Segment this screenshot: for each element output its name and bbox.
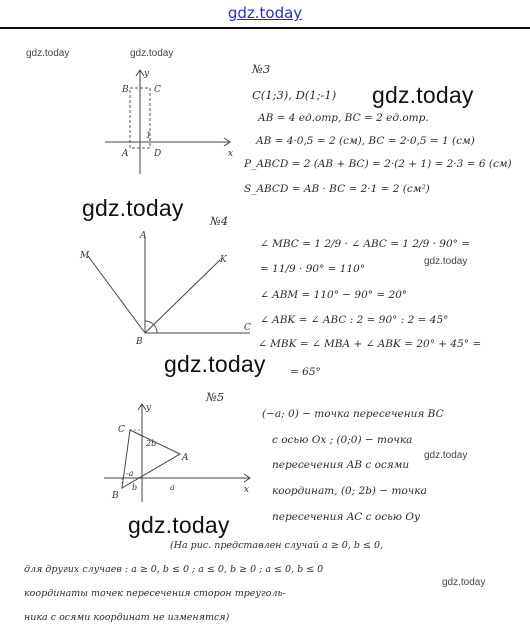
problem4-line: ∠ MBK = ∠ MBA + ∠ ABK = 20° + 45° = xyxy=(258,338,482,350)
problem5-line: координаты точек пересечения сторон треуголь- xyxy=(24,588,286,599)
watermark-big: gdz.today xyxy=(372,82,474,108)
problem5-line: с осью Ox ; (0;0) − точка xyxy=(272,434,413,446)
problem4-line: ∠ ABK = ∠ ABC : 2 = 90° : 2 = 45° xyxy=(260,314,449,326)
problem3-line: C(1;3), D(1;-1) xyxy=(252,88,337,102)
problem5-sketch xyxy=(100,398,260,508)
problem4-line: = 65° xyxy=(290,366,321,378)
header-site-link[interactable]: gdz.today xyxy=(227,4,303,22)
watermark-small: gdz.today xyxy=(424,450,468,461)
problem5-line: координат, (0; 2b) − точка xyxy=(272,485,427,497)
point-c-label: C xyxy=(244,323,251,333)
problem5-line: (На рис. представлен случай a ≥ 0, b ≤ 0, xyxy=(170,540,384,551)
point-b-label: B xyxy=(136,337,143,347)
x-label: x xyxy=(244,485,250,495)
tick-label-b: b xyxy=(132,483,138,492)
problem3-line: AB = 4·0,5 = 2 (см), BC = 2·0,5 = 1 (см) xyxy=(256,135,475,147)
problem3-number: №3 xyxy=(252,62,271,76)
watermark-big: gdz.today xyxy=(128,512,230,538)
watermark-small: gdz.today xyxy=(26,48,70,59)
y-label: y xyxy=(146,403,152,413)
problem3-line: AB = 4 ед.отр, BC = 2 ед.отр. xyxy=(258,112,429,124)
watermark-small: gdz.today xyxy=(424,256,468,267)
problem5-line: пересечения AB с осями xyxy=(272,459,410,471)
watermark-small: gdz.today xyxy=(442,577,486,588)
problem5-line: пересечения AC с осью Oy xyxy=(272,511,420,523)
point-a-label: A xyxy=(182,453,189,463)
problem3-sketch xyxy=(100,62,240,182)
problem4-line: = 11/9 · 90° = 110° xyxy=(260,263,366,275)
watermark-small: gdz.today xyxy=(130,48,174,59)
point-b-label: B xyxy=(122,85,129,95)
point-d-label: D xyxy=(154,149,162,159)
point-m-label: M xyxy=(80,251,90,261)
problem5-line: для других случаев : a ≥ 0, b ≤ 0 ; a ≤ 0, b ≥ 0 ; a ≤ 0, b ≤ 0 xyxy=(24,564,324,575)
tick-label-2b: 2b xyxy=(146,439,157,448)
problem4-sketch xyxy=(60,228,260,348)
header-divider xyxy=(0,27,530,29)
problem5-line: (−a; 0) − точка пересечения BC xyxy=(262,408,444,420)
problem4-number: №4 xyxy=(210,214,229,228)
point-c-label: C xyxy=(118,425,125,435)
problem3-line: S_ABCD = AB · BC = 2·1 = 2 (см²) xyxy=(244,183,430,195)
point-a-label: A xyxy=(122,149,129,159)
problem5-line: ника с осями координат не изменятся) xyxy=(24,612,230,623)
problem4-line: ∠ MBC = 1 2/9 · ∠ ABC = 1 2/9 · 90° = xyxy=(260,238,471,250)
point-k-label: K xyxy=(220,255,227,265)
ray-bm xyxy=(88,256,145,333)
tick-label-minus-a: -a xyxy=(126,469,134,478)
point-b-label: B xyxy=(112,491,119,501)
unit-label: 1 xyxy=(146,131,152,140)
x-label: x xyxy=(228,149,234,159)
problem5-number: №5 xyxy=(206,390,225,404)
point-a-label: A xyxy=(140,231,147,241)
problem4-line: ∠ ABM = 110° − 90° = 20° xyxy=(260,289,408,301)
point-c-label: C xyxy=(154,85,161,95)
tick-label-a: a xyxy=(170,483,175,492)
watermark-big: gdz.today xyxy=(82,195,184,221)
y-label: y xyxy=(144,69,150,79)
problem3-line: P_ABCD = 2 (AB + BC) = 2·(2 + 1) = 2·3 = 6 (см) xyxy=(244,158,512,170)
watermark-big: gdz.today xyxy=(164,351,266,377)
ray-bk xyxy=(145,260,220,333)
